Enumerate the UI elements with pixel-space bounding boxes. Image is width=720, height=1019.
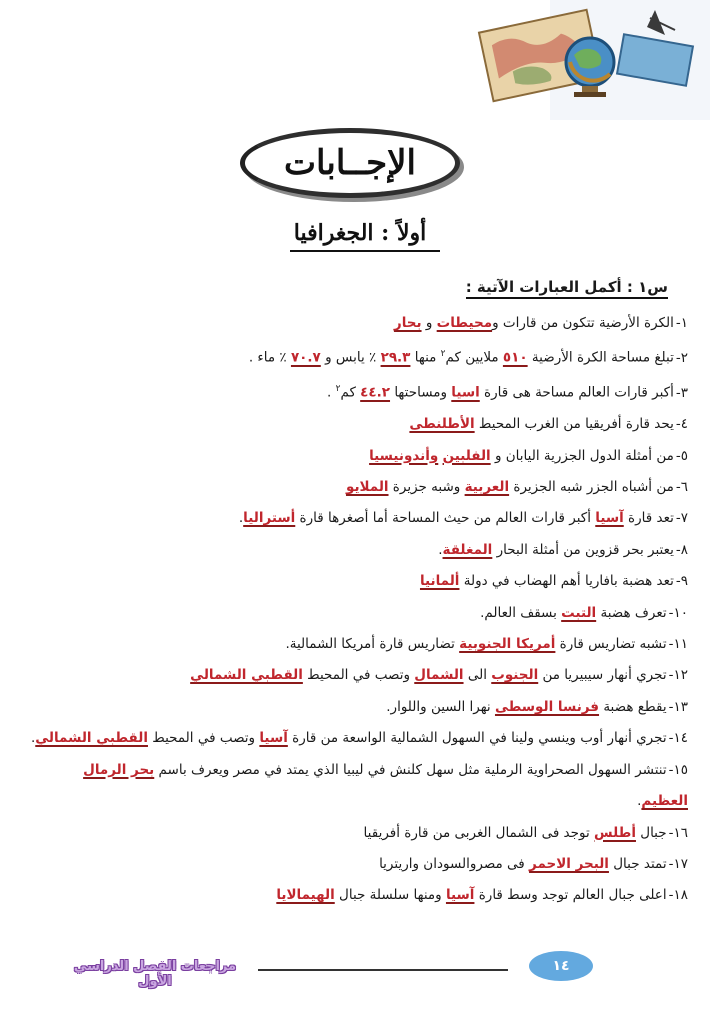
item-number: ٨- [675,541,688,558]
statement-text: . [438,541,443,558]
list-item [28,566,688,597]
answer-text: ألمانيا [419,573,460,590]
statement-text: تعد قارة [623,510,674,527]
statement-text: ٪ ماء . [248,349,291,366]
page-number-badge: ١٤ [529,951,593,981]
statement-text: توجد فى الشمال الغربى من قارة أفريقيا [363,824,595,841]
answer-text: القطبي الشمالي [35,730,148,747]
answer-text: الهيمالايا [276,887,335,904]
answer-text: أستراليا [243,510,296,527]
statement-text: أكبر قارات العالم من حيث المساحة أما أصغرها قارة [295,510,596,527]
statement-text: ملايين كم [445,349,503,366]
answer-text: اسيا [451,384,480,401]
answer-text: آسيا [259,730,288,747]
statement-text: تجري أنهار أوب وينسي ولينا في السهول الشمالية الواسعة من قارة [287,730,667,747]
list-item [28,503,688,534]
answer-text: التبت [561,604,597,621]
statement-text: الكرة الأرضية تتكون من قارات و [492,315,674,331]
answer-text: وأندونيسيا [369,447,439,464]
superscript: ٢ [335,384,341,395]
item-number: ١٣- [668,698,688,715]
answer-text: ٤٤.٢ [360,384,391,401]
statement-text: جبال [635,824,667,841]
item-number: ٩- [675,573,688,590]
title-frame [240,128,460,198]
statement-text: تضاريس قارة أمريكا الشمالية. [285,636,460,653]
statement-text: وتصب في المحيط [147,730,260,747]
item-number: ٣- [675,384,688,401]
answer-text: البحر الاحمر [529,855,609,872]
footer-divider [258,969,508,971]
answer-text: بحار [393,315,422,331]
statement-text: . [30,730,36,747]
answer-text: محيطات [436,315,493,331]
statement-text: يعتبر بحر قزوين من أمثلة البحار [492,541,674,558]
statement-text: تعد هضبة بافاريا أهم الهضاب في دولة [459,573,674,590]
item-number: ٥- [675,447,688,464]
answer-text: ٥١٠ [502,349,528,366]
list-item [28,880,688,911]
item-number: ١٠- [668,604,688,621]
answers-list [28,308,688,912]
statement-text: أكبر قارات العالم مساحة هى قارة [479,384,674,401]
item-number: ١٧- [668,855,688,872]
list-item [28,339,688,374]
item-number: ١٦- [668,824,688,841]
answer-text: ٢٩.٣ [380,349,411,366]
answer-text: أطلس [594,824,636,841]
item-number: ١٢- [668,667,688,684]
answer-text: آسيا [595,510,624,527]
statement-text: ٪ يابس و [320,349,381,366]
statement-text: تشبه تضاريس قارة [555,636,667,653]
item-number: ١١- [668,636,688,653]
statement-text: وتصب في المحيط [302,667,415,684]
list-item [28,598,688,629]
list-item [28,849,688,880]
statement-text: . [238,510,244,527]
item-number: ١٤- [668,730,688,747]
answer-text: الشمال [414,667,464,684]
answer-text: الفلبين [442,447,491,464]
list-item [28,692,688,723]
item-number: ٤- [675,416,688,433]
answer-text: فرنسا الوسطى [494,698,600,715]
statement-text: يقطع هضبة [599,698,667,715]
statement-text: تعرف هضبة [596,604,667,621]
statement-text: كم [340,384,361,401]
item-number: ٢- [675,349,688,366]
statement-text: . [637,793,642,810]
answer-text: الأطلنطى [409,416,475,433]
statement-text: يحد قارة أفريقيا من الغرب المحيط [474,416,674,433]
item-number: ٧- [675,510,688,527]
section-subtitle: أولاً : الجغرافيا [293,220,427,246]
page-title: الإجــابات [284,143,416,183]
list-item [28,660,688,691]
item-number: ٦- [675,479,688,496]
statement-text: تمتد جبال [608,855,667,872]
subtitle-underline [290,250,440,252]
statement-text: ومنها سلسلة جبال [334,887,446,904]
statement-text: وشبه جزيرة [388,479,465,496]
answer-text: ٧٠.٧ [290,349,321,366]
list-item [28,308,688,339]
statement-text: الى [463,667,492,684]
statement-text: . [327,384,336,401]
item-number: ١- [675,315,688,331]
statement-text: اعلى جبال العالم توجد وسط قارة [474,887,667,904]
answer-text: القطبي الشمالي [190,667,303,684]
statement-text: فى مصروالسودان واريتريا [379,855,530,872]
footer-label: مراجعات الفصل الدراسي الأول [73,959,237,989]
answer-text: العربية [464,479,510,496]
answer-text: أمريكا الجنوبية [459,636,556,653]
answer-text: الملايو [345,479,389,496]
question-heading: س١ : أكمل العبارات الآتية : [466,278,668,299]
superscript: ٢ [440,349,446,360]
statement-text: و [421,315,437,331]
list-item [28,441,688,472]
list-item [28,818,688,849]
statement-text: تنتشر السهول الصحراوية الرملية مثل سهل كلنش في ليبيا الذي يمتد في مصر ويعرف باسم [154,761,667,778]
list-item [28,535,688,566]
item-number: ١٨- [668,887,688,904]
list-item [28,723,688,754]
statement-text: نهرا السين واللوار. [386,698,495,715]
answer-text: الجنوب [491,667,539,684]
statement-text: تبلغ مساحة الكرة الأرضية [527,349,674,366]
list-item [28,374,688,409]
list-item [28,629,688,660]
statement-text: منها [410,349,441,366]
list-item [28,409,688,440]
answer-text: المغلقة [442,541,493,558]
statement-text: تجري أنهار سيبيريا من [538,667,667,684]
statement-text: من أمثلة الدول الجزرية اليابان و [490,447,674,464]
list-item [28,755,688,818]
item-number: ١٥- [668,761,688,778]
statement-text: ومساحتها [390,384,452,401]
statement-text: من أشباه الجزر شبه الجزيرة [509,479,674,496]
answer-text: آسيا [445,887,475,904]
globe-illustration [470,0,710,120]
answer-text: بحر الرمال العظيم [83,761,688,810]
list-item [28,472,688,503]
statement-text: بسقف العالم. [480,604,562,621]
